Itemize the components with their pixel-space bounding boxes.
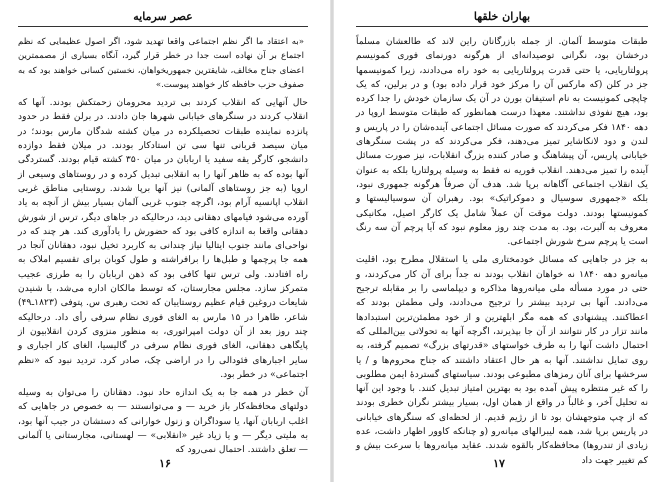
page-number: ۱۷	[493, 457, 505, 470]
paragraph: طبقات متوسط آلمان. از جمله بازرگانان راین لاند که طالعشان مسلماً درخشان بود، نگرانی توصیدانه‌ای از هرگونه دورنمای فوری کمونیسم پرولتاریایی، یا حتی قدرت پرولتاریایی به خود راه می‌دادند، زیرا کمونیسمها جز در کلن (که مارکس آن را مرکز خود قرار داده بود) و در برلین، که یک چاپچی کمونیست به نام استیفان بورن در آن یک سازمان خودش را جدا کرده بود، هیچ نفوذی نداشتند. معهذا درست همانطور که طبقات متوسط اروپا در دهه ۱۸۴۰ فکر می‌کردند که صورت مسائل اجتماعی آینده‌شان را در پاریس و لندن و دود لانکاشایر تمیز می‌دهند، فکر می‌کردند که در پشت سنگرهای خیابانی پاریس، آن پیشاهنگ و صادر کننده بزرگ انقلابات، نیز صورت مسائل آینده را تمیز می‌دهند. انقلاب فوریه نه فقط به وسیله پرولتاریا بلکه به عنوان یک انقلاب اجتماعی آگاهانه برپا شد. هدف آن صرفاً هرگونه جمهوری نبود، بلکه «جمهوری سوسیال و دموکراتیک» بود. رهبران آن سوسیالیستها و کمونیستها بودند. دولت موقت آن عملاً شامل یک کارگر اصیل، مکانیکی معروف به آلبرت، بود. به مدت چند روز معلوم نبود که آیا پرچم آن سه رنگ است یا پرچم سرخ شورش اجتماعی.	[356, 36, 648, 248]
page-header	[18, 8, 308, 27]
page-header	[356, 8, 648, 27]
page-body	[18, 35, 308, 458]
page-body	[356, 35, 648, 468]
right-page	[334, 0, 664, 482]
left-page	[0, 0, 330, 482]
paragraph: به جز در جاهایی که مسائل خودمختاری ملی یا استقلال مطرح بود، اقلیت میانه‌رو دهه ۱۸۴۰ نه خواهان انقلاب بودند نه جداً برای آن کار می‌کردند، و حتی در مورد مسأله ملی میانه‌روها مذاکره و دیپلماسی را بر مقابله ترجیح می‌دادند. آنها بی تردید بیشتر را ترجیح می‌دادند، ولی مطمئن بودند که اعطاکنند. پیشنهادی که همه مگر ابلهترین و از خود مطمئن‌ترین استبدادها مانند تزار در کار نتوانند از آن جا بپذیرند، اگرچه آنها به تحولاتی بین‌المللی که احتمال داشت آنها را به طرف خواستهای «قدرتهای بزرگ» تصمیم گرفته، به روی تمایل نداشتند. آنها به هر حال اعتقاد داشتند که جناح محروم‌ها و / یا سرخشها برای آنان رمزهای مطبوعی بودند. سیاستهای گستردهٔ ایمن مطلوبی را که غیر منتظره پیش آمده بود به بهترین امتیاز تبدیل کنند. با وجود این آنها نه تحلیل آخر، و غالباً در واقع از همان اول، بسیار بیشتر نگران خطری بودند که از چپ متوجهشان بود تا از رژیم قدیم. از لحظه‌ای که سنگرهای خیابانی در پاریس برپا شد، همه لیبرالهای میانه‌رو (و چنانکه کاوور اظهار داشت، عده زیادی از تندروها) محافظه‌کار بالقوه شدند. عقاید میانه‌روها با سرعت بیش و کم تغییر جهت داد	[356, 254, 648, 466]
running-title: بهاران خلقها	[473, 10, 531, 23]
paragraph: حال آنهایی که انقلاب کردند بی تردید محرومان زحمتکش بودند. آنها که انقلاب کردند در سنگرهای خیابانی شهرها جان دادند. در برلن فقط در حدود پانزده نماینده طبقات تحصیلکرده در میان کشته شدگان مارس بودند؛ در میان سیصد قربانی تنها سی تن استادکار بودند. در میلان فقط دوازده دانشجو، کارگر یقه سفید یا اربابان در میان ۳۵۰ کشته قیام بودند. گستردگی آنها بوده که به ظاهر آنها را به انقلابی تبدیل کرده و در روستاهای وسیعی از اروپا (به جز روستاهای آلمانی) نیز آنها برپا شدند. روستایی مناطق غربی انقلاب اپانسیه آرام بود، اگرچه جنوب غربی آلمان بسیار بیش از آنچه به یاد آورده می‌شود فیامهای دهقانی دید، درحالیکه در جاهای دیگر، ترس از شورش دهقانی واقعا به اندازه کافی بود که حضورش را یادآوری کند. هر چند که در نواحی‌ای مانند جنوب ایتالیا نیاز چندانی به کاربرد تخیل نبود، دهقانان آنجا در همه جا پرچمها و طبل‌ها را برافراشته و طول کوبان برای تقسیم املاک به راه افتادند. ولی ترس تنها کافی بود که ذهن اربابان را به طرزی عجیب متمرکز سازد. مجلس مجارستان، که توسط مالکان اداره می‌شد، با شنیدن شایعات دروغین قیام عظیم روستاییان که تحت رهبری س. پتوفی (۱۸۲۳ـ۴۹) شاعر، ظاهرا در ۱۵ مارس به الغای فوری نظام سرفی رأی داد. درحالیکه چند روز بعد از آن دولت امپراتوری، به منظور منزوی کردن انقلابیون از پایگاهی دهقانی، الغای فوری نظام سرفی در گالیسیا، الغای کار اجباری و سایر اجبارهای فئودالی را در اراضی چک، صادر کرد. تردید نبود که «نظم اجتماعی» در خطر بود.	[18, 97, 308, 380]
running-title: عصر سرمایه	[133, 10, 193, 23]
page-number: ۱۶	[159, 457, 171, 470]
paragraph: آن خطر در همه جا به یک اندازه حاد نبود. دهقانان را می‌توان به وسیله دولتهای محافظه‌کار باز خرید — و می‌توانستند — به خصوص در جاهایی که اغلب اربابان آنها، یا سوداگران و زنول خوارانی که دستشان در جیب آنها بود، به ملیتی دیگر — و یا زیاد غیر «انقلابی» — لهستانی، مجارستانی یا آلمانی — تعلق داشتند. احتمال نمی‌رود که	[18, 387, 308, 456]
block-quote: «به اعتقاد ما اگر نظم اجتماعی واقعا تهدید شود، اگر اصول عظیمایی که نظم اجتماع بر آن نهاده است جدا در خطر قرار گیرد، آنگاه بسیاری از مصممترین اعضای جناح مخالف، شایقترین جمهوریخواهان، نخستین کسانی خواهند بود که به صفوف حزب حافظه کار خواهند پیوست.»	[18, 37, 304, 90]
